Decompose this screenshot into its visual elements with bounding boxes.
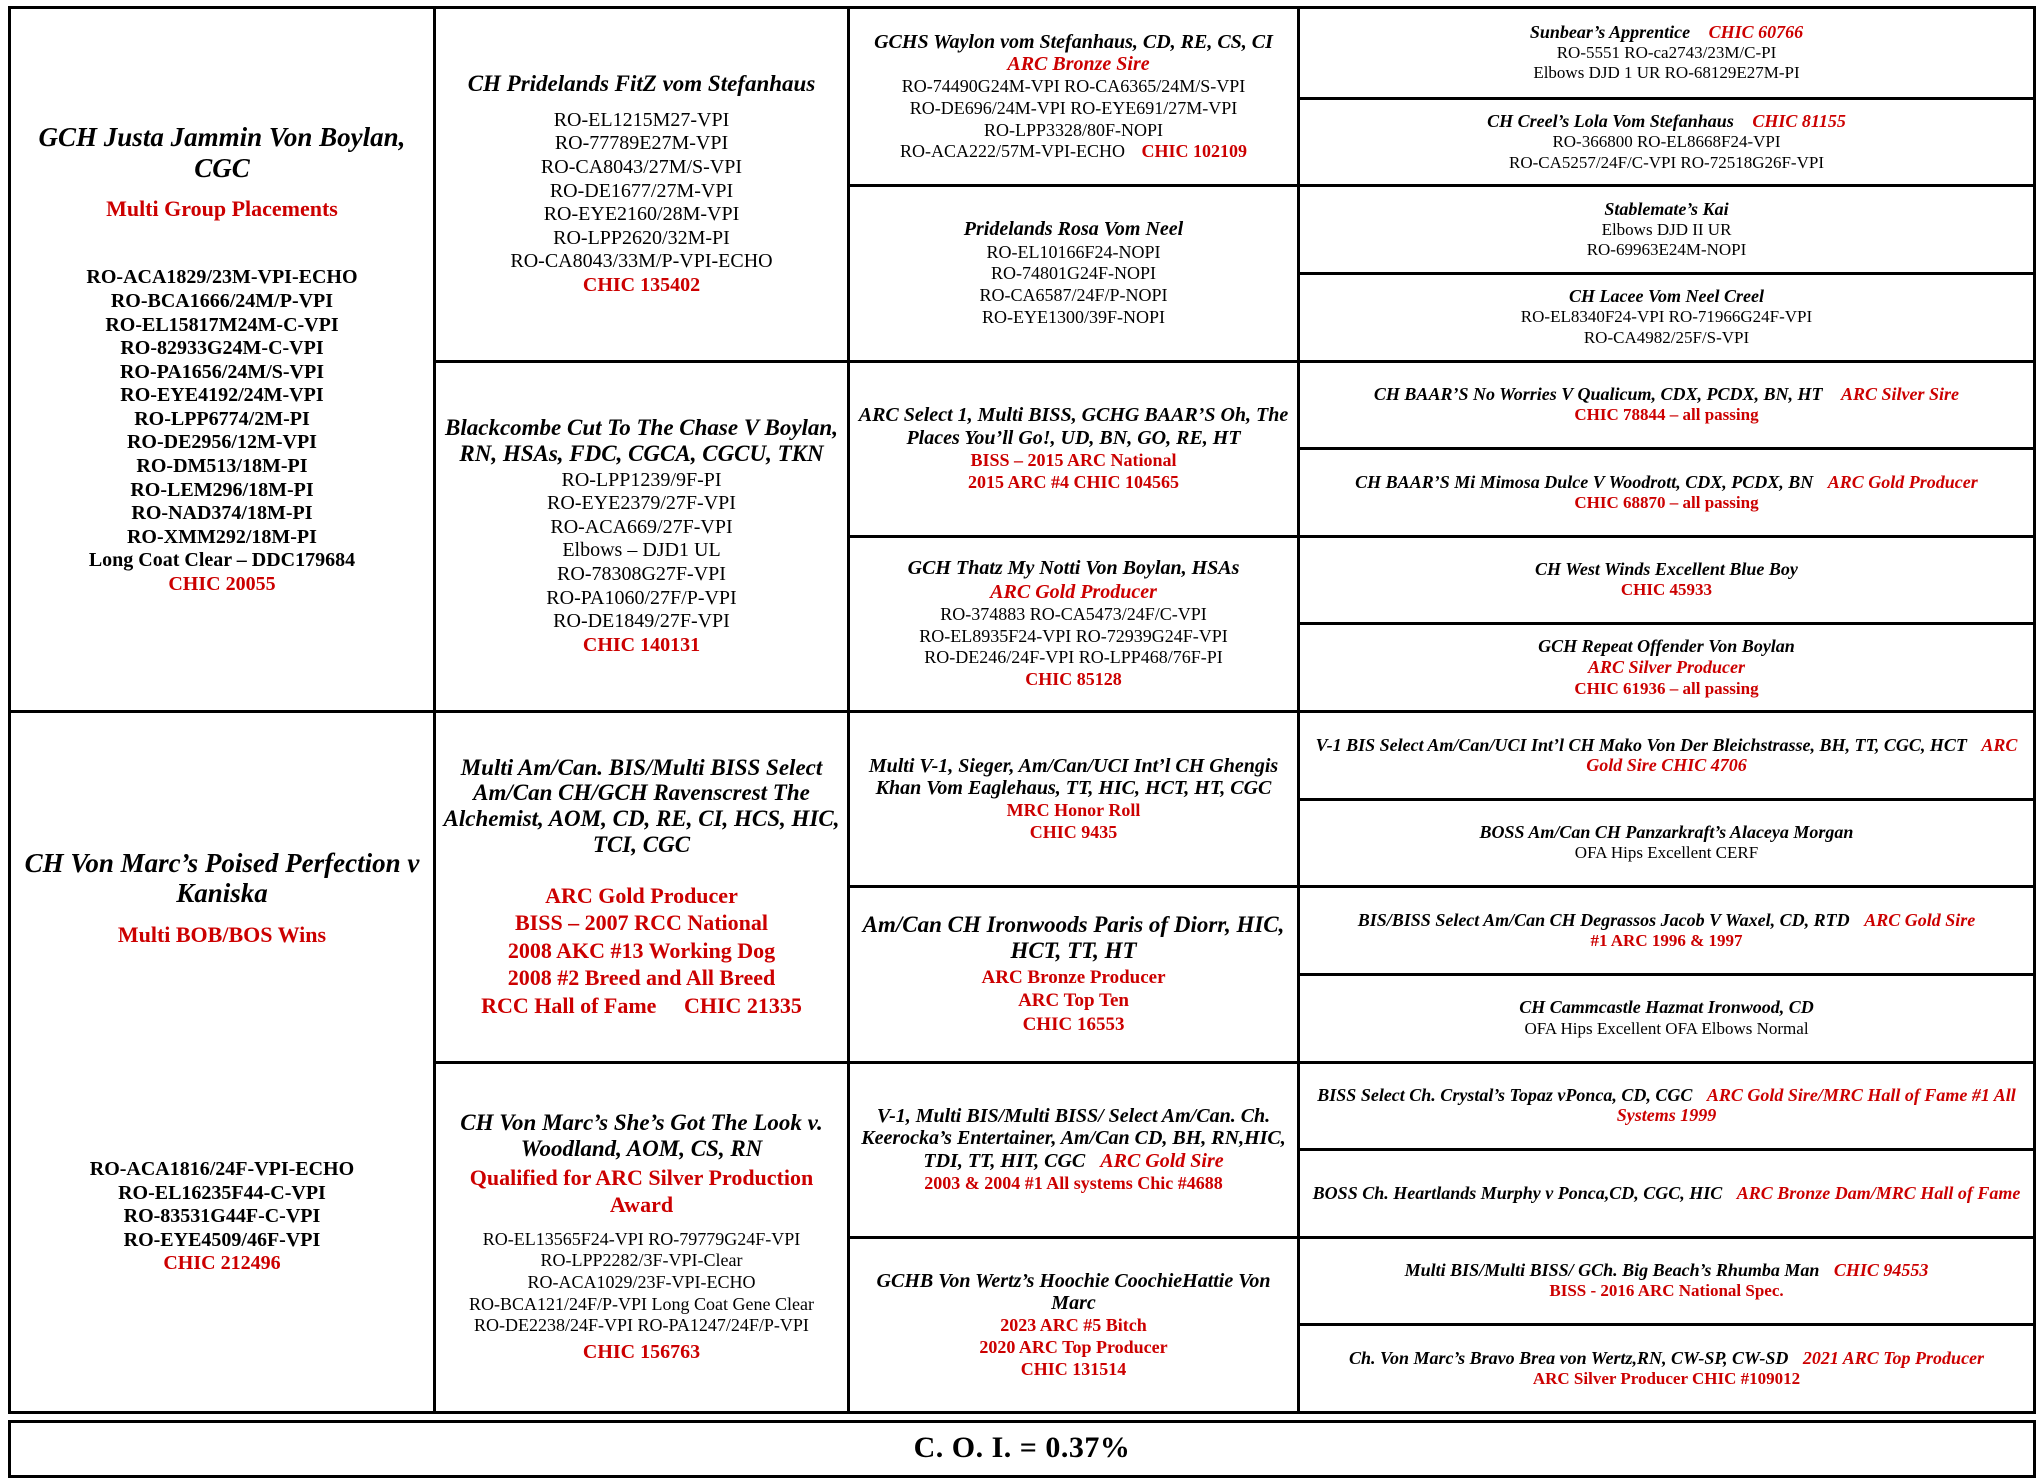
title-line: 2020 ARC Top Producer	[979, 1336, 1168, 1357]
registration-line: RO-LPP2282/3F-VPI-Clear	[540, 1250, 743, 1271]
dog-name	[1307, 22, 2026, 42]
dog-name: Blackcombe Cut To The Chase V Boylan, RN, HSAs, FDC, CGCA, CGCU, TKN	[445, 415, 838, 466]
dog-highlight: Multi BOB/BOS Wins	[117, 921, 327, 947]
registration-line: RO-DE2956/12M-VPI	[126, 431, 317, 454]
dog-name: Am/Can CH Ironwoods Paris of Diorr, HIC, HCT, TT, HT	[862, 912, 1285, 963]
registration-line: RO-82933G24M-C-VPI	[120, 337, 324, 360]
registration-line: RO-EL16235F44-C-VPI	[118, 1181, 326, 1204]
registration-line: RO-LPP1239/9F-PI	[561, 468, 722, 491]
registration-list	[443, 109, 840, 274]
chic-number: 2015 ARC #4 CHIC 104565	[968, 471, 1180, 492]
pedigree-cell-gen4-13	[1300, 1148, 2033, 1236]
dog-title-red: ARC Silver Sire	[1841, 384, 1960, 405]
pedigree-cell-gen3-1	[850, 184, 1297, 359]
chic-number: CHIC 60766	[1708, 21, 1804, 42]
dog-name: CH Cammcastle Hazmat Ironwood, CD	[1519, 997, 1814, 1018]
pedigree-cell-gen4-3	[1300, 272, 2033, 360]
registration-line: RO-EL8340F24-VPI RO-71966G24F-VPI	[1520, 307, 1813, 327]
registration-line: RO-69963E24M-NOPI	[1586, 240, 1747, 260]
registration-line: Long Coat Clear – DDC179684	[88, 549, 356, 572]
title-line: 2008 #2 Breed and All Breed	[507, 965, 776, 990]
pedigree-cell-gen4-15	[1300, 1323, 2033, 1411]
dog-name: ARC Select 1, Multi BISS, GCHG BAAR’S Oh, The Places You’ll Go!, UD, BN, GO, RE, HT	[858, 404, 1289, 449]
chic-number: CHIC 135402	[582, 273, 701, 296]
hall-of-fame-line	[443, 992, 840, 1020]
registration-line: RO-DE1849/27F-VPI	[553, 610, 730, 633]
registration-line: RO-74801G24F-NOPI	[991, 263, 1157, 284]
dog-name: Stablemate’s Kai	[1604, 198, 1729, 219]
dog-name-text: CH BAAR’S No Worries V Qualicum, CDX, PCDX, BN, HT	[1373, 384, 1823, 405]
registration-line: RO-CA5257/24F/C-VPI RO-72518G26F-VPI	[1508, 152, 1824, 172]
chic-number: CHIC 131514	[1020, 1358, 1127, 1379]
registration-line: Elbows DJD II UR	[1601, 219, 1732, 239]
dog-title-red: ARC Gold Sire	[1100, 1149, 1224, 1172]
registration-line: Elbows – DJD1 UL	[562, 539, 721, 562]
registration-line: RO-ACA1029/23F-VPI-ECHO	[527, 1271, 756, 1292]
registration-line: RO-366800 RO-EL8668F24-VPI	[1552, 132, 1781, 152]
dog-name	[1307, 1260, 2026, 1280]
registration-line: RO-LEM296/18M-PI	[130, 478, 314, 501]
chic-number: CHIC 94553	[1833, 1260, 1929, 1281]
rank-line: #1 ARC 1996 & 1997	[1590, 930, 1743, 950]
pedigree-cell-gen3-0	[850, 9, 1297, 184]
registration-line: RO-CA4982/25F/S-VPI	[1583, 327, 1750, 347]
pedigree-cell-gen4-7	[1300, 622, 2033, 710]
dog-name-text: CH BAAR’S Mi Mimosa Dulce V Woodrott, CDX, PCDX, BN	[1355, 471, 1814, 492]
hall-of-fame-text: RCC Hall of Fame	[481, 992, 657, 1018]
dog-name	[1307, 384, 2026, 404]
registration-line: OFA Hips Excellent CERF	[1574, 843, 1759, 863]
dog-name	[1307, 1348, 2026, 1368]
registration-line: RO-EL10166F24-NOPI	[986, 241, 1161, 262]
registration-line: RO-DE2238/24F-VPI RO-PA1247/24F/P-VPI	[474, 1315, 809, 1336]
generation-1-column	[11, 9, 436, 1411]
title-line: ARC Top Ten	[1018, 990, 1129, 1012]
pedigree-cell-gen3-5	[850, 885, 1297, 1060]
dog-name: CH West Winds Excellent Blue Boy	[1535, 559, 1798, 580]
award-line: Qualified for ARC Silver Production Award	[469, 1164, 814, 1218]
dog-name	[1307, 1183, 2026, 1203]
dog-name-text: CH Creel’s Lola Vom Stefanhaus	[1487, 110, 1734, 131]
pedigree-cell-gen3-4	[850, 710, 1297, 885]
registration-text: RO-ACA222/57M-VPI-ECHO	[900, 141, 1125, 162]
generation-2-column	[436, 9, 850, 1411]
registration-list	[18, 1158, 426, 1252]
title-line: BISS – 2007 RCC National	[514, 910, 769, 935]
chic-number: CHIC 9435	[1029, 822, 1118, 843]
chic-number: CHIC 140131	[582, 633, 701, 656]
chic-number: CHIC 21335	[683, 992, 802, 1018]
dog-name	[1307, 735, 2026, 775]
dog-name	[857, 1105, 1290, 1172]
registration-line: RO-5551 RO-ca2743/23M/C-PI	[1556, 43, 1777, 62]
pedigree-cell-gen3-7	[850, 1236, 1297, 1411]
title-line: ARC Gold Producer	[545, 882, 738, 908]
registration-line: RO-EL8935F24-VPI RO-72939G24F-VPI	[919, 625, 1228, 646]
registration-line: RO-CA8043/33M/P-VPI-ECHO	[510, 250, 773, 273]
registration-line: RO-EYE4509/46F-VPI	[123, 1228, 321, 1251]
chic-number: CHIC 85128	[1025, 668, 1122, 689]
chic-number: CHIC 61936 – all passing	[1574, 678, 1759, 698]
registration-line	[857, 141, 1290, 163]
chic-number: 2003 & 2004 #1 All systems Chic #4688	[924, 1172, 1223, 1193]
registration-line: RO-ACA1829/23M-VPI-ECHO	[86, 266, 358, 289]
pedigree-cell-gen4-9	[1300, 798, 2033, 886]
pedigree-cell-gen4-4	[1300, 360, 2033, 448]
title-line: BISS – 2015 ARC National	[970, 449, 1177, 470]
pedigree-cell-gen4-1	[1300, 97, 2033, 185]
registration-line: RO-LPP2620/32M-PI	[553, 226, 730, 249]
registration-line: RO-DE696/24M-VPI RO-EYE691/27M-VPI	[909, 97, 1238, 118]
registration-line: OFA Hips Excellent OFA Elbows Normal	[1524, 1018, 1809, 1038]
title-line: MRC Honor Roll	[1006, 800, 1141, 821]
dog-name	[1307, 1085, 2026, 1125]
dog-name: GCH Justa Jammin Von Boylan, CGC	[38, 122, 406, 183]
chic-number: CHIC 16553	[1022, 1014, 1125, 1035]
pedigree-cell-gen1-0	[11, 9, 433, 710]
pedigree-cell-gen4-6	[1300, 535, 2033, 623]
registration-line: RO-78308G27F-VPI	[557, 563, 726, 585]
title-line: BISS - 2016 ARC National Spec.	[1549, 1281, 1784, 1301]
pedigree-cell-gen4-8	[1300, 710, 2033, 798]
dog-name-text: V-1 BIS Select Am/Can/UCI Int’l CH Mako Von Der Bleichstrasse, BH, TT, CGC, HCT	[1315, 734, 1967, 755]
pedigree-table	[8, 6, 2036, 1414]
registration-line: Elbows DJD 1 UR RO-68129E27M-PI	[1533, 63, 1800, 83]
registration-line: RO-CA8043/27M/S-VPI	[540, 155, 743, 178]
registration-line: RO-LPP6774/2M-PI	[134, 407, 310, 430]
registration-line: RO-BCA1666/24M/P-VPI	[110, 289, 334, 312]
generation-3-column	[850, 9, 1300, 1411]
dog-name: GCH Repeat Offender Von Boylan	[1538, 636, 1795, 657]
dog-name: GCHB Von Wertz’s Hoochie CoochieHattie Von Marc	[876, 1269, 1271, 1314]
registration-list	[443, 1229, 840, 1337]
dog-title-red: ARC Silver Producer	[1587, 657, 1745, 678]
dog-name	[1307, 910, 2026, 930]
dog-name: CH Von Marc’s Poised Perfection v Kaniska	[24, 848, 420, 909]
registration-list	[443, 469, 840, 634]
dog-title-red: ARC Gold Sire	[1864, 909, 1976, 930]
pedigree-cell-gen4-2	[1300, 184, 2033, 272]
dog-name: CH Von Marc’s She’s Got The Look v. Woodland, AOM, CS, RN	[460, 1110, 823, 1161]
chic-number: CHIC 45933	[1620, 580, 1713, 600]
registration-line: RO-CA6587/24F/P-NOPI	[979, 285, 1168, 306]
dog-name	[1307, 472, 2026, 492]
pedigree-cell-gen3-6	[850, 1061, 1297, 1236]
registration-line: RO-74490G24M-VPI RO-CA6365/24M/S-VPI	[901, 76, 1246, 97]
dog-name-text: BIS/BISS Select Am/Can CH Degrassos Jacob V Waxel, CD, RTD	[1357, 909, 1850, 930]
pedigree-cell-gen4-12	[1300, 1061, 2033, 1149]
dog-name-text: BOSS Ch. Heartlands Murphy v Ponca,CD, CGC, HIC	[1312, 1182, 1723, 1203]
registration-line: RO-NAD374/18M-PI	[131, 502, 313, 525]
registration-line: RO-ACA1816/24F-VPI-ECHO	[89, 1158, 355, 1180]
dog-name-text: Multi BIS/Multi BISS/ GCh. Big Beach’s Rhumba Man	[1404, 1260, 1820, 1281]
dog-title-red: 2021 ARC Top Producer	[1802, 1347, 1985, 1368]
registration-line: RO-EYE4192/24M-VPI	[120, 384, 324, 407]
pedigree-cell-gen4-11	[1300, 973, 2033, 1061]
registration-line: RO-83531G44F-C-VPI	[123, 1205, 321, 1228]
registration-line: RO-EYE2379/27F-VPI	[547, 492, 736, 515]
registration-line: RO-77789E27M-VPI	[554, 132, 729, 155]
pedigree-cell-gen4-14	[1300, 1236, 2033, 1324]
registration-line: RO-DM513/18M-PI	[136, 455, 308, 478]
dog-name: Pridelands Rosa Vom Neel	[963, 218, 1184, 241]
registration-line: RO-EL13565F24-VPI RO-79779G24F-VPI	[482, 1228, 801, 1249]
dog-name: CH Lacee Vom Neel Creel	[1569, 286, 1764, 307]
dog-name-text: BISS Select Ch. Crystal’s Topaz vPonca, CD, CGC	[1317, 1085, 1693, 1106]
dog-name-text: V-1, Multi BIS/Multi BISS/ Select Am/Can. Ch. Keerocka’s Entertainer, Am/Can CD, BH, RN,HIC, TDI, TT, HIT, CGC	[861, 1104, 1286, 1172]
dog-name-text: Ch. Von Marc’s Bravo Brea von Wertz,RN, CW-SP, CW-SD	[1348, 1347, 1789, 1368]
registration-list	[18, 266, 426, 573]
registration-line: RO-374883 RO-CA5473/24F/C-VPI	[940, 604, 1207, 625]
registration-line: RO-EL1215M27-VPI	[553, 108, 730, 131]
registration-line: RO-EYE1300/39F-NOPI	[982, 306, 1166, 327]
pedigree-cell-gen2-3	[436, 1061, 847, 1412]
dog-title-red: ARC Bronze Sire	[1007, 52, 1150, 75]
dog-title-red: ARC Gold Producer	[990, 580, 1157, 603]
registration-line: RO-ACA669/27F-VPI	[550, 515, 733, 538]
generation-4-column	[1300, 9, 2033, 1411]
dog-name	[1307, 111, 2026, 131]
pedigree-cell-gen2-0	[436, 9, 847, 360]
title-line: 2023 ARC #5 Bitch	[1000, 1315, 1147, 1336]
dog-name-text: GCHS Waylon vom Stefanhaus, CD, RE, CS, CI	[874, 30, 1273, 53]
registration-line: RO-DE246/24F-VPI RO-LPP468/76F-PI	[924, 647, 1223, 668]
registration-line: RO-EL15817M24M-C-VPI	[105, 313, 339, 336]
dog-title-red: ARC Gold Sire/MRC Hall of Fame #1 All Systems 1999	[1616, 1085, 2016, 1126]
pedigree-cell-gen4-5	[1300, 447, 2033, 535]
dog-title-red: ARC Bronze Dam/MRC Hall of Fame	[1736, 1182, 2021, 1203]
pedigree-cell-gen4-0	[1300, 9, 2033, 97]
dog-name-text: Sunbear’s Apprentice	[1529, 21, 1691, 42]
chic-number: CHIC 102109	[1141, 141, 1248, 162]
dog-highlight: Multi Group Placements	[106, 195, 338, 221]
chic-number: CHIC 156763	[582, 1340, 701, 1363]
dog-title-red: ARC Gold Producer	[1827, 471, 1978, 492]
registration-line: RO-LPP3328/80F-NOPI	[984, 119, 1164, 140]
title-line: 2008 AKC #13 Working Dog	[507, 937, 776, 963]
dog-name	[857, 31, 1290, 76]
title-line: ARC Bronze Producer	[981, 966, 1166, 988]
chic-number: CHIC 81155	[1752, 110, 1846, 131]
coefficient-of-inbreeding: C. O. I. = 0.37%	[8, 1420, 2036, 1478]
pedigree-cell-gen3-2	[850, 360, 1297, 535]
pedigree-cell-gen3-3	[850, 535, 1297, 710]
pedigree-cell-gen4-10	[1300, 885, 2033, 973]
dog-name: Multi V-1, Sieger, Am/Can/UCI Int’l CH Ghengis Khan Vom Eaglehaus, TT, HIC, HCT, HT, CGC	[868, 754, 1279, 800]
dog-name: BOSS Am/Can CH Panzarkraft’s Alaceya Morgan	[1479, 822, 1854, 843]
pedigree-cell-gen2-2	[436, 710, 847, 1061]
registration-line: RO-PA1060/27F/P-VPI	[546, 586, 737, 609]
dog-name: Multi Am/Can. BIS/Multi BISS Select Am/Can CH/GCH Ravenscrest The Alchemist, AOM, CD, RE, CI, HCS, HIC, TCI, CGC	[443, 754, 840, 857]
pedigree-cell-gen1-1	[11, 710, 433, 1411]
chic-number: ARC Silver Producer CHIC #109012	[1532, 1369, 1801, 1389]
dog-name: CH Pridelands FitZ vom Stefanhaus	[467, 71, 816, 96]
dog-title-red: ARC Gold Sire CHIC 4706	[1586, 734, 2018, 775]
registration-line: RO-BCA121/24F/P-VPI Long Coat Gene Clear	[469, 1293, 814, 1314]
chic-number: CHIC 78844 – all passing	[1574, 405, 1759, 425]
registration-line: RO-XMM292/18M-PI	[126, 525, 317, 548]
registration-line: RO-EYE2160/28M-VPI	[543, 203, 740, 226]
registration-line: RO-PA1656/24M/S-VPI	[119, 360, 324, 383]
pedigree-cell-gen2-1	[436, 360, 847, 711]
chic-number: CHIC 68870 – all passing	[1574, 492, 1759, 512]
chic-number: CHIC 20055	[168, 573, 276, 596]
dog-name: GCH Thatz My Notti Von Boylan, HSAs	[907, 557, 1240, 580]
chic-number: CHIC 212496	[163, 1252, 281, 1275]
registration-line: RO-DE1677/27M-VPI	[549, 179, 734, 202]
